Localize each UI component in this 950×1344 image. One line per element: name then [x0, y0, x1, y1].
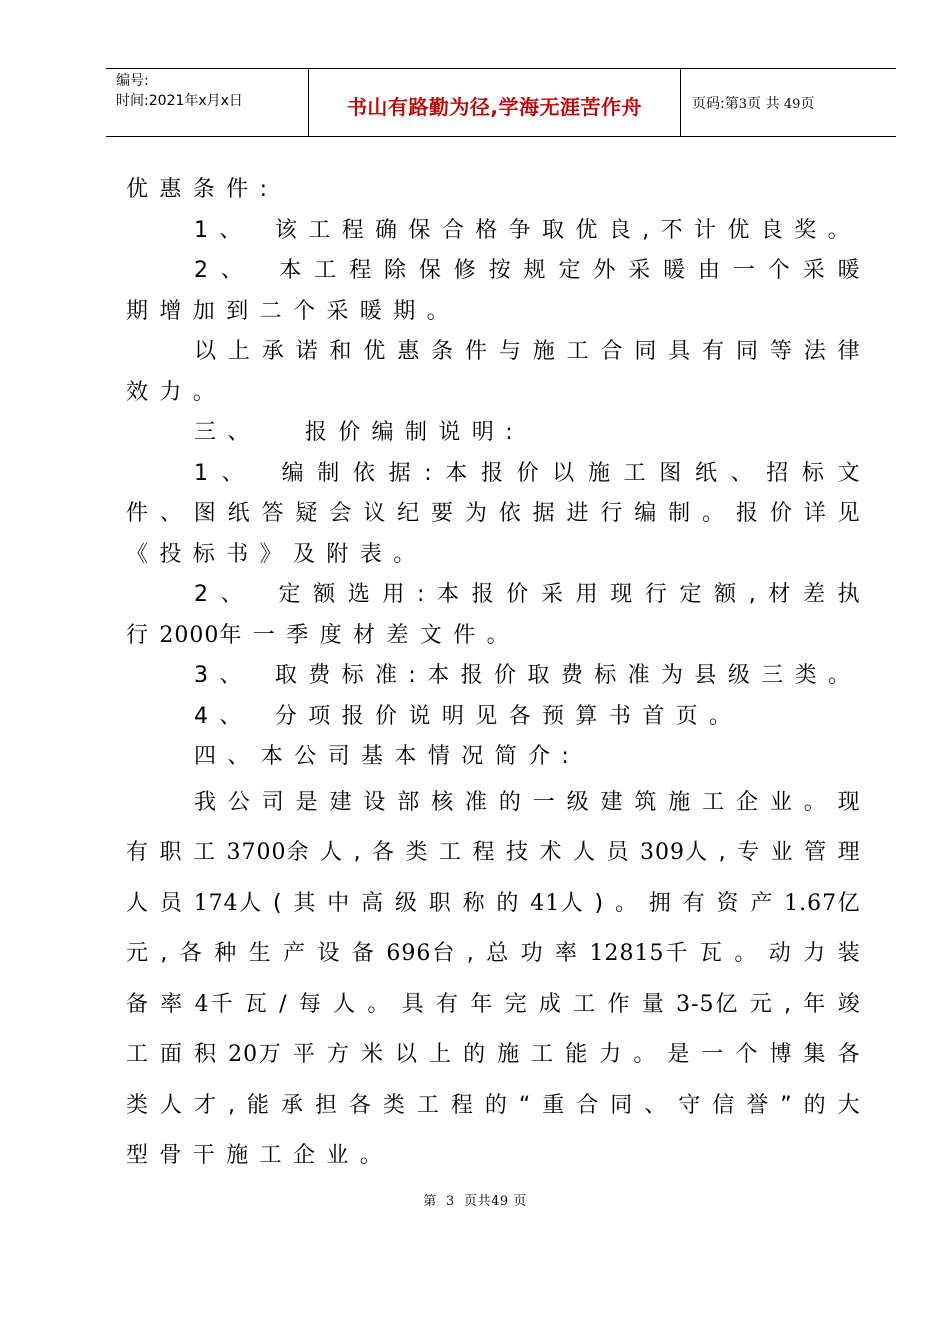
discount-item-2 — [126, 251, 871, 332]
discount-item-1 — [126, 211, 871, 252]
item-number: 3、 — [194, 663, 253, 688]
intro-text: 千瓦。动力装备率 — [126, 941, 872, 1017]
intro-text: 亿元,各种生产设备 — [126, 890, 871, 966]
footer-page: 3 — [446, 1194, 455, 1209]
quote-item-4 — [126, 697, 871, 738]
intro-text: 我公司是建设部核准的一级建筑施工企业。现有职工 — [126, 789, 871, 865]
intro-text: 余人,各类工程技术人员 — [286, 840, 641, 865]
item-number: 1、 — [194, 217, 253, 243]
document-body — [126, 170, 871, 1182]
staff-count: 3700 — [226, 840, 287, 865]
equipment-count: 696 — [386, 941, 432, 966]
page-footer — [0, 1190, 950, 1209]
year-value: 2000 — [159, 622, 220, 648]
header-page-number — [692, 93, 814, 113]
intro-text: 台,总功率 — [431, 941, 590, 966]
intro-text: 人,专业管理人员 — [126, 840, 871, 916]
page-mid: 页 共 — [747, 96, 780, 112]
page-num: 3 — [738, 97, 747, 112]
page-header — [106, 68, 896, 137]
item-text: 年一季度材差文件。 — [219, 622, 521, 648]
mgmt-staff-count: 174 — [193, 890, 239, 916]
intro-text: 万平方米以上的施工能力。是一个博集各类人才,能承担各类工程的“重合同、守信誉”的大型骨干施工企业。 — [126, 1042, 872, 1168]
power-ratio: 4 — [194, 991, 210, 1017]
item-number: 1、 — [194, 460, 258, 486]
section-3-title — [126, 413, 871, 454]
item-text: 分项报价说明见各预算书首页。 — [274, 703, 743, 729]
intro-text: 人)。拥有资产 — [560, 890, 785, 916]
item-number: 4、 — [194, 703, 253, 729]
quote-item-1 — [126, 454, 871, 576]
assets-value: 1.67 — [784, 890, 838, 916]
item-text: 编制依据:本报价以施工图纸、招标文件、图纸答疑会议纪要为依据进行编制。报价详见《投标书》及附表。 — [126, 460, 871, 567]
commitment-paragraph: 以上承诺和优惠条件与施工合同具有同等法律效力。 — [126, 339, 871, 405]
section-discount-title: 优惠条件: — [126, 177, 279, 202]
header-divider — [680, 69, 681, 136]
total-power: 12815 — [589, 941, 665, 966]
item-text: 本工程除保修按规定外采暖由一个采暖期增加到二个采暖期。 — [126, 258, 871, 324]
footer-total: 49 — [491, 1194, 509, 1209]
annual-workload: 3-5 — [676, 991, 715, 1017]
header-meta — [116, 71, 243, 111]
intro-text: 千瓦/每人。具有年完成工作量 — [209, 991, 677, 1017]
item-text: 该工程确保合格争取优良,不计优良奖。 — [274, 217, 862, 243]
footer-mid: 页共 — [464, 1194, 492, 1209]
header-motto: 书山有路勤为径,学海无涯苦作舟 — [346, 95, 643, 119]
item-text: 取费标准:本报价取费标准为县级三类。 — [274, 663, 862, 688]
item-number: 2、 — [194, 258, 256, 283]
item-number: 2、 — [194, 582, 256, 607]
tech-staff-count: 309 — [640, 840, 686, 865]
section-4-title: 四、本公司基本情况简介: — [194, 744, 581, 769]
company-intro-paragraph — [126, 778, 871, 1182]
section-number: 三、 — [194, 420, 261, 445]
quote-item-2 — [126, 575, 871, 656]
total-pages: 49 — [783, 97, 801, 112]
intro-text: 人(其中高级职称的 — [238, 890, 531, 916]
quote-item-3 — [126, 656, 871, 697]
intro-text: 亿元,年竣工面积 — [126, 991, 871, 1067]
page-prefix: 页码:第 — [692, 96, 739, 112]
page-suffix: 页 — [800, 96, 815, 112]
senior-title-count: 41 — [530, 890, 561, 916]
section-title: 报价编制说明: — [304, 420, 525, 445]
footer-prefix: 第 — [423, 1194, 437, 1209]
footer-suffix: 页 — [513, 1194, 527, 1209]
time-label: 时间:2021年x月x日 — [116, 93, 243, 109]
item-text: 定额选用:本报价采用现行定额,材差执行 — [126, 582, 871, 648]
serial-label: 编号: — [116, 73, 149, 89]
completed-area: 20 — [228, 1042, 259, 1067]
